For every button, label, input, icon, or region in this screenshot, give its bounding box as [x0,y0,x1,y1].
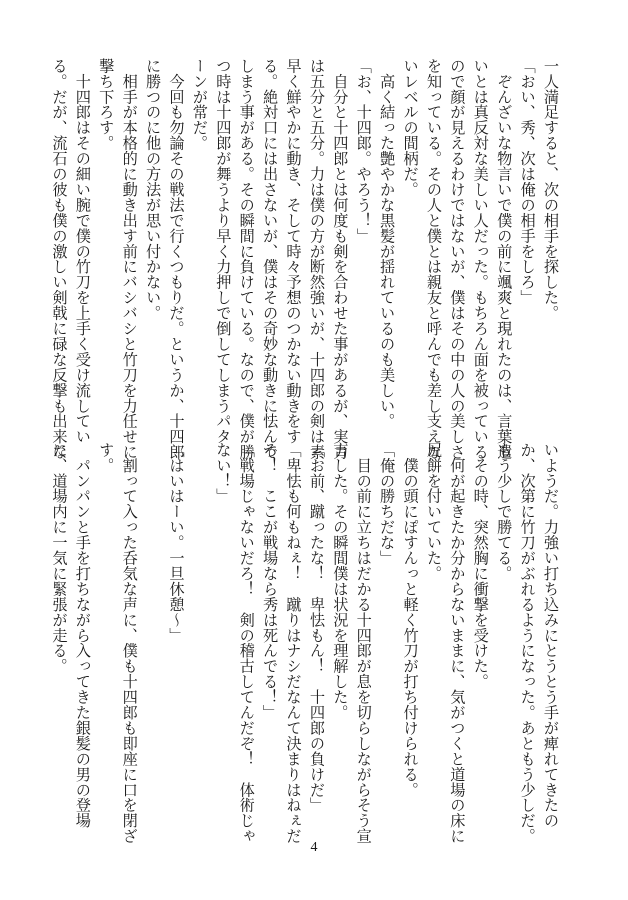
text-line: は五分と五分。力は僕の方が断然強いが、十四郎の剣は素 [307,58,326,460]
text-line: ので顔が見えるわけではないが、僕はその中の人の美しさ [448,58,467,460]
text-line: 「はいはーい。一旦休憩～」 [167,442,186,643]
page-number: 4 [310,840,318,855]
text-line: 言した。その瞬間僕は状況を理解した。 [331,442,350,721]
text-line: 十四郎はその細い腕で僕の竹刀を上手く受け流してい [73,58,92,445]
text-line: パンパンと手を打ちながら入ってきた銀髪の男の登場 [73,442,92,829]
text-line: 自分と十四郎とは何度も剣を合わせた事があるが、実力 [331,58,350,460]
text-line: 何が起きたか分からないままに、気がつくと道場の床に [448,442,467,844]
text-line: 尻餅を付いていた。 [424,442,443,582]
text-line: 目の前に立ちはだかる十四郎が息を切らしながらそう宣 [354,442,373,844]
text-line: か、次第に竹刀がぶれるようになった。あともう少しだ。 [518,442,537,844]
text-line: 「お前、蹴ったな！ 卑怯もん！ 十四郎の負けだ」 [307,442,326,813]
text-line: もう少しで勝てる。 [495,442,514,582]
text-line: いレベルの間柄だ。 [401,58,420,198]
text-line: つ時は十四郎が舞うより早く力押しで倒してしまうパタ [214,58,233,445]
text-line: 「戦場じゃないだろ！ 剣の稽古してんだぞ！ 体術じゃ [237,442,256,844]
text-line: ろ！ ここが戦場なら秀は死んでる！」 [261,442,280,721]
text-line: 僕の頭にぽすんっと軽く竹刀が打ち付けられる。 [401,442,420,798]
text-line: を知っている。その人と僕とは親友と呼んでも差し支えな [424,58,443,460]
text-line: る。絶対口には出さないが、僕はその奇妙な動きに怯んで [261,58,280,460]
text-line: 早く鮮やかに動き、そして時々予想のつかない動きをす [284,58,303,445]
text-line: す。 [97,442,116,473]
text-line: 撃ち下ろす。 [97,58,116,151]
text-line: 「俺の勝ちだな」 [378,442,397,566]
text-line: に、道場内に一気に緊張が走る。 [50,442,69,674]
text-line: その時、突然胸に衝撃を受けた。 [471,442,490,690]
text-line: 「お、十四郎。やろう！」 [354,58,373,244]
text-block-upper [47,58,562,460]
text-line [141,442,164,826]
text-line: 割って入った呑気な声に、僕も十四郎も即座に口を閉ざ [120,442,139,844]
text-line: 高く結った艶やかな黒髪が揺れているのも美しい。 [378,58,397,429]
text-line: いとは真反対な美しい人だった。もちろん面を被っている [471,58,490,460]
text-line: 一人満足すると、次の相手を探した。 [542,58,560,321]
text-line: ない！」 [214,442,233,504]
text-line: に勝つのに他の方法が思い付かない。 [144,58,163,321]
text-line: 今回も勿論その戦法で行くつもりだ。というか、十四郎 [167,58,186,460]
text-line: いようだ。力強い打ち込みにとうとう手が痺れてきたの [542,442,560,829]
text-line [188,442,211,826]
text-line: 相手が本格的に動き出す前にバシバシと竹刀を力任せに [120,58,139,460]
text-line: 「おい、秀、次は俺の相手をしろ」 [518,58,537,306]
text-block-lower [47,442,562,844]
text-line: ぞんざいな物言いで僕の前に颯爽と現れたのは、言葉遣 [495,58,514,460]
text-line: る。だが、流石の彼も僕の激しい剣戟に碌な反撃も出来な [50,58,69,460]
text-line: 「卑怯も何もねぇ！ 蹴りはナシだなんて決まりはねぇだ [284,442,303,844]
text-line: しまう事がある。その瞬間に負けている。なので、僕が勝 [237,58,256,460]
text-line: ーンが常だ。 [190,58,209,151]
